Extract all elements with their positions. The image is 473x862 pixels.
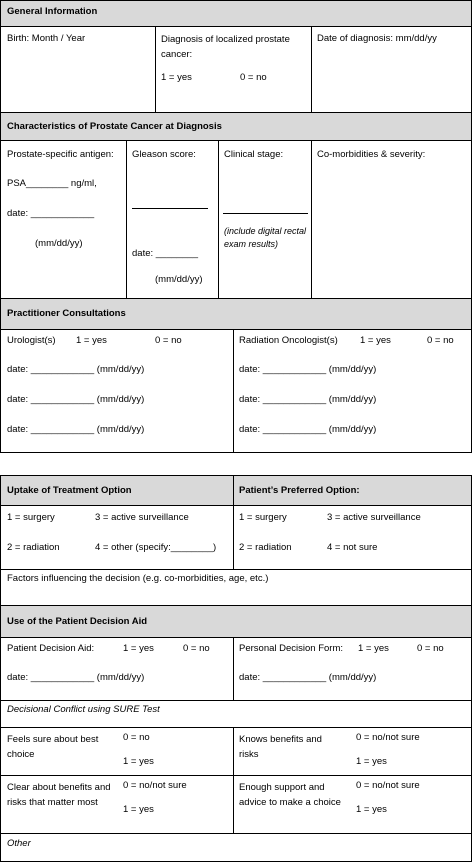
q3-yes-option[interactable]: 1 = yes (123, 804, 154, 815)
q4-label: Enough support and advice to make a choice (239, 782, 341, 809)
pdf-yes-option[interactable]: 1 = yes (358, 643, 389, 654)
diagnosis-label: Diagnosis of localized prostate cancer: (161, 34, 290, 60)
urologist-no-option[interactable]: 0 = no (155, 335, 182, 346)
urologist-date-3[interactable]: date: ____________ (mm/dd/yy) (7, 424, 145, 435)
urologist-label: Urologist(s) (7, 335, 56, 346)
radiation-yes-option[interactable]: 1 = yes (360, 335, 391, 346)
q3-label: Clear about benefits and risks that matter most (7, 782, 111, 809)
decision-aid-title: Use of the Patient Decision Aid (7, 616, 148, 627)
radiation-no-option[interactable]: 0 = no (427, 335, 454, 346)
gleason-score-line[interactable] (132, 208, 208, 209)
urologist-date-2[interactable]: date: ____________ (mm/dd/yy) (7, 394, 145, 405)
uptake-opt-surgery[interactable]: 1 = surgery (7, 512, 55, 523)
gleason-label: Gleason score: (132, 149, 196, 160)
clinical-stage-line[interactable] (223, 213, 308, 214)
sure-test-heading: Decisional Conflict using SURE Test (7, 704, 160, 715)
q1-yes-option[interactable]: 1 = yes (123, 756, 154, 767)
uptake-opt-radiation[interactable]: 2 = radiation (7, 542, 60, 553)
urologist-yes-option[interactable]: 1 = yes (76, 335, 107, 346)
psa-date-format: (mm/dd/yy) (35, 238, 83, 249)
clinical-stage-label: Clinical stage: (224, 149, 284, 160)
gleason-date-field[interactable]: date: ________ (132, 248, 199, 259)
q1-label: Feels sure about best choice (7, 734, 99, 761)
urologist-date-1[interactable]: date: ____________ (mm/dd/yy) (7, 364, 145, 375)
preferred-opt-active-surveillance[interactable]: 3 = active surveillance (327, 512, 421, 523)
preferred-opt-radiation[interactable]: 2 = radiation (239, 542, 292, 553)
gleason-date-format: (mm/dd/yy) (155, 274, 203, 285)
q3-no-option[interactable]: 0 = no/not sure (123, 780, 187, 791)
q2-yes-option[interactable]: 1 = yes (356, 756, 387, 767)
pdf-date-field[interactable]: date: ____________ (mm/dd/yy) (239, 672, 377, 683)
characteristics-title: Characteristics of Prostate Cancer at Diagnosis (7, 121, 222, 132)
preferred-opt-surgery[interactable]: 1 = surgery (239, 512, 287, 523)
decision-factors-field[interactable]: Factors influencing the decision (e.g. co-morbidities, age, etc.) (7, 573, 269, 584)
date-of-diagnosis-field[interactable]: Date of diagnosis: mm/dd/yy (317, 33, 437, 44)
pda-yes-option[interactable]: 1 = yes (123, 643, 154, 654)
pda-no-option[interactable]: 0 = no (183, 643, 210, 654)
clinical-stage-note: (include digital rectal exam results) (224, 226, 307, 250)
comorbidities-label: Co-morbidities & severity: (317, 149, 426, 160)
consultations-header (1, 298, 471, 330)
diagnosis-yes-option[interactable]: 1 = yes (161, 72, 192, 83)
q2-label: Knows benefits and risks (239, 734, 322, 761)
pdf-no-option[interactable]: 0 = no (417, 643, 444, 654)
treatment-decision-form (0, 475, 472, 862)
diagnosis-no-option[interactable]: 0 = no (240, 72, 267, 83)
q4-yes-option[interactable]: 1 = yes (356, 804, 387, 815)
consultations-title: Practitioner Consultations (7, 308, 126, 319)
preferred-title: Patient’s Preferred Option: (239, 485, 360, 496)
general-info-title: General Information (7, 6, 98, 17)
psa-label: Prostate-specific antigen: (7, 149, 114, 160)
uptake-opt-other[interactable]: 4 = other (specify:________) (95, 542, 217, 553)
radiation-oncologist-label: Radiation Oncologist(s) (239, 335, 338, 346)
uptake-title: Uptake of Treatment Option (7, 485, 132, 496)
birth-field[interactable]: Birth: Month / Year (7, 33, 86, 44)
radiation-date-1[interactable]: date: ____________ (mm/dd/yy) (239, 364, 377, 375)
radiation-date-2[interactable]: date: ____________ (mm/dd/yy) (239, 394, 377, 405)
radiation-date-3[interactable]: date: ____________ (mm/dd/yy) (239, 424, 377, 435)
treatment-header-row (1, 476, 471, 506)
pdf-label: Personal Decision Form: (239, 643, 344, 654)
characteristics-header (1, 112, 471, 141)
general-info-header (1, 1, 471, 27)
uptake-opt-active-surveillance[interactable]: 3 = active surveillance (95, 512, 189, 523)
psa-value-field[interactable]: PSA________ ng/ml, (7, 178, 97, 189)
decision-aid-header (1, 605, 471, 638)
preferred-opt-not-sure[interactable]: 4 = not sure (327, 542, 378, 553)
q2-no-option[interactable]: 0 = no/not sure (356, 732, 420, 743)
q1-no-option[interactable]: 0 = no (123, 732, 150, 743)
pda-label: Patient Decision Aid: (7, 643, 95, 654)
other-field[interactable]: Other (7, 838, 31, 849)
pda-date-field[interactable]: date: ____________ (mm/dd/yy) (7, 672, 145, 683)
psa-date-field[interactable]: date: ____________ (7, 208, 95, 219)
q4-no-option[interactable]: 0 = no/not sure (356, 780, 420, 791)
